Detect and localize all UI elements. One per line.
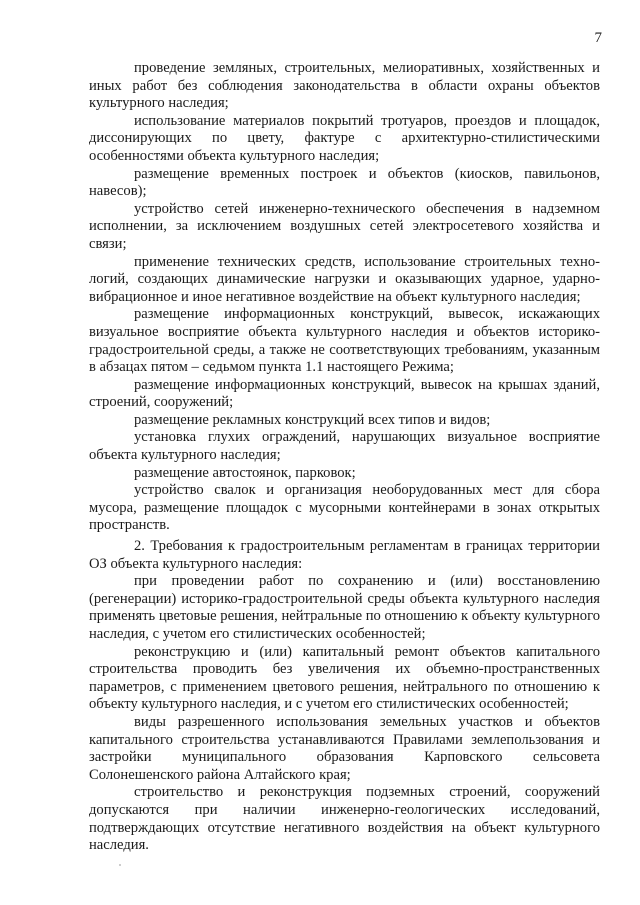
paragraph: проведение земляных, строительных, мелиоративных, хозяйственных и иных работ без соблюдения законодательства в области охраны объектов культурного наследия; xyxy=(89,60,600,112)
document-body xyxy=(89,60,600,855)
paragraph: размещение временных построек и объектов (киосков, павильонов, навесов); xyxy=(89,165,600,200)
paragraph: размещение рекламных конструкций всех типов и видов; xyxy=(134,411,491,428)
page-number: 7 xyxy=(594,30,602,46)
section-heading-paragraph: 2. Требования к градостроительным регламентам в границах территории ОЗ объекта культурного наследия: xyxy=(89,538,600,572)
paragraph: применение технических средств, использование строительных технологий, создающих динамические нагрузки и оказывающих ударное, ударно-вибрационное и иное негативное воздействие на объект культурного наследия; xyxy=(89,253,600,305)
paragraph: установка глухих ограждений, нарушающих визуальное восприятие объекта культурного наследия; xyxy=(89,429,600,464)
scan-artifact xyxy=(119,864,121,866)
paragraph: строительство и реконструкция подземных строений, сооружений допускаются при наличии инженерно-геологических исследований, подтверждающих отсутствие негативного воздействия на объект культурного наследия. xyxy=(89,784,600,854)
paragraph: виды разрешенного использования земельных участков и объектов капитального строительства устанавливаются Правилами землепользования и застройки муниципального образования Карповского сельсовета Солонешенского района Алтайского края; xyxy=(89,713,600,783)
paragraph: размещение информационных конструкций, вывесок на крышах зданий, строений, сооружений; xyxy=(89,376,600,411)
paragraph: устройство свалок и организация необорудованных мест для сбора мусора, размещение площадок с мусорными контейнерами в зонах открытых пространств. xyxy=(89,482,600,534)
paragraph: при проведении работ по сохранению и (или) восстановлению (регенерации) историко-градостроительной среды объекта культурного наследия применять цветовые решения, нейтральные по отношению к объекту культурного наследия, с учетом его стилистических особенностей; xyxy=(89,573,600,642)
paragraph: устройство сетей инженерно-технического обеспечения в надземном исполнении, за исключением воздушных сетей электросетевого хозяйства и связи; xyxy=(89,200,600,252)
paragraph: реконструкцию и (или) капитальный ремонт объектов капитального строительства проводить без увеличения их объемно-пространственных параметров, с применением цветового решения, нейтрального по отношению к объекту культурного наследия, и с учетом его стилистических особенностей; xyxy=(89,643,600,713)
paragraph: использование материалов покрытий тротуаров, проездов и площадок, диссонирующих по цвету, фактуре с архитектурно-стилистическими особенностями объекта культурного наследия; xyxy=(89,112,600,164)
paragraph: размещение информационных конструкций, вывесок, искажающих визуальное восприятие объекта культурного наследия и объектов историко-градостроительной среды, а также не соответствующих требованиям, указанным в абзацах пятом – седьмом пункта 1.1 настоящего Режима; xyxy=(89,306,600,376)
paragraph: размещение автостоянок, парковок; xyxy=(134,464,356,481)
